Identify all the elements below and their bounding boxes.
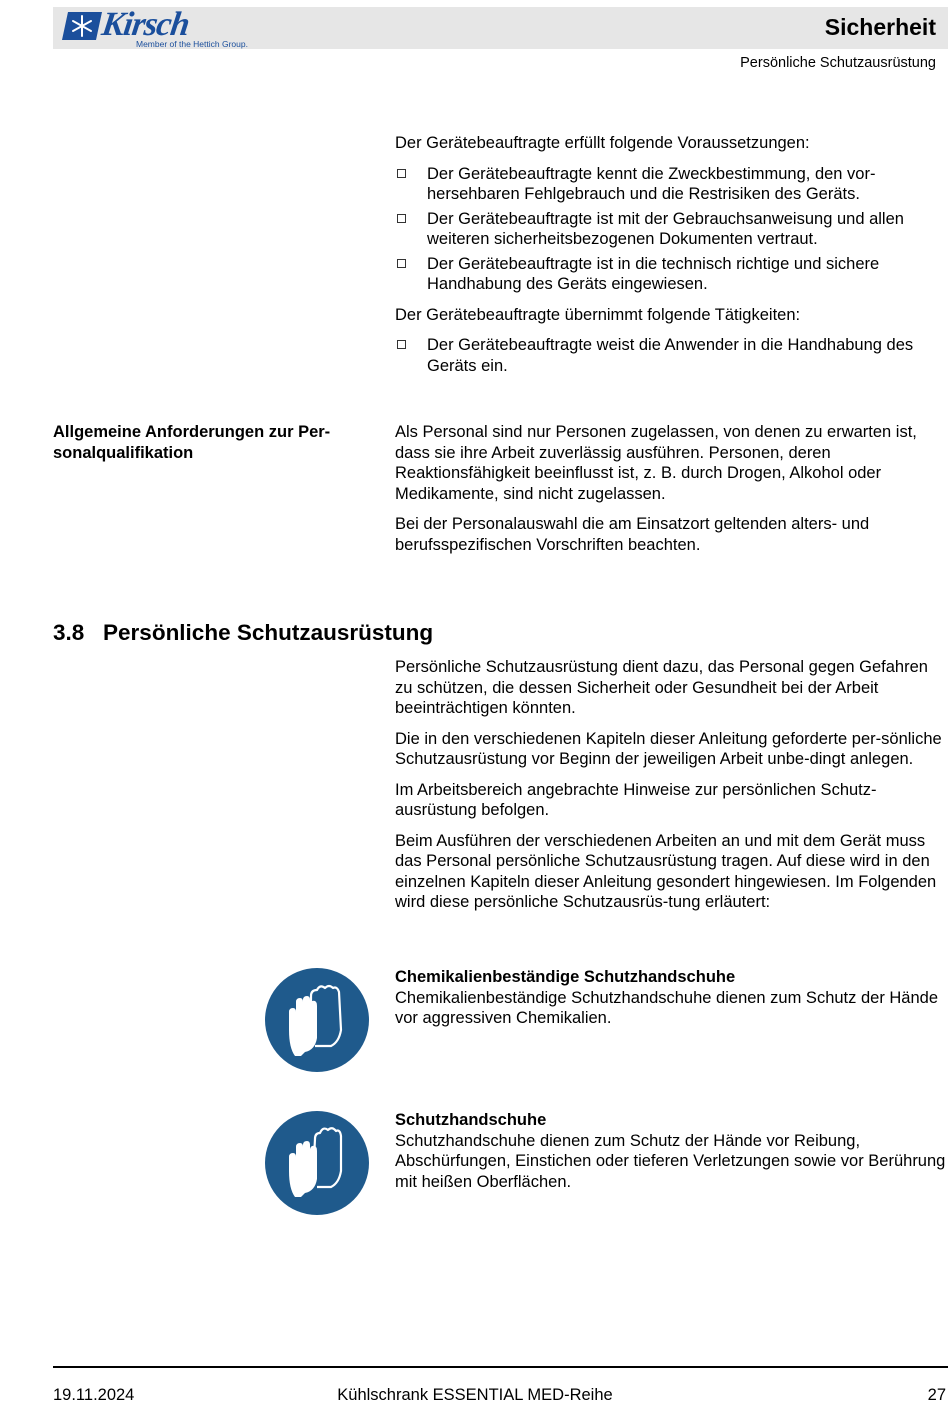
tasks-list	[395, 335, 947, 376]
section-subtitle: Persönliche Schutzausrüstung	[740, 55, 936, 71]
section-heading: 3.8 Persönliche Schutzausrüstung	[53, 620, 434, 645]
requirements-list	[395, 164, 947, 295]
chapter-title: Sicherheit	[824, 14, 936, 40]
footer-divider	[53, 1366, 948, 1368]
list-item: Der Gerätebeauftragte ist in die technisch richtige und sichere Handhabung des Geräts eingewiesen.	[395, 254, 947, 295]
ppe-item	[395, 1110, 947, 1192]
ppe-title: Schutzhandschuhe	[395, 1111, 547, 1129]
square-bullet-icon	[397, 340, 406, 349]
chemical-gloves-icon	[265, 968, 369, 1072]
paragraph: Als Personal sind nur Personen zugelassen, von denen zu erwarten ist, dass sie ihre Arbeit zuverlässig ausführen. Personen, deren Reaktionsfähigkeit beeinflusst ist, z. B. durch Drogen, Alkohol oder Medikamente, sind nicht zugelassen.	[395, 423, 917, 503]
paragraph: Beim Ausführen der verschiedenen Arbeiten an und mit dem Gerät muss das Personal persönliche Schutzausrüstung tragen. Auf diese wird in den einzelnen Kapiteln dieser Anleitung gesondert hingewiesen. Im Folgenden wird diese persönliche Schutzausrüs-tung erläutert:	[395, 831, 937, 911]
paragraph: Persönliche Schutzausrüstung dient dazu, das Personal gegen Gefahren zu schützen, die dessen Sicherheit oder Gesundheit bei der Arbeit beeinträchtigen könnten.	[395, 658, 928, 717]
paragraph: Die in den verschiedenen Kapiteln dieser Anleitung geforderte per-sönliche Schutzausrüstung vor Beginn der jeweiligen Arbeit unbe-dingt anlegen.	[395, 729, 942, 768]
list-item: Der Gerätebeauftragte weist die Anwender in die Handhabung des Geräts ein.	[395, 335, 947, 376]
square-bullet-icon	[397, 214, 406, 223]
tasks-intro: Der Gerätebeauftragte übernimmt folgende Tätigkeiten:	[395, 305, 801, 324]
square-bullet-icon	[397, 259, 406, 268]
footer-product: Kühlschrank ESSENTIAL MED-Reihe	[337, 1386, 613, 1404]
logo-wordmark: Kirsch	[99, 6, 192, 43]
paragraph: Im Arbeitsbereich angebrachte Hinweise zur persönlichen Schutz-ausrüstung befolgen.	[395, 780, 877, 819]
requirements-intro: Der Gerätebeauftragte erfüllt folgende Voraussetzungen:	[395, 134, 810, 152]
square-bullet-icon	[397, 169, 406, 178]
qualification-label: Allgemeine Anforderungen zur Per-sonalqualifikation	[53, 423, 331, 462]
list-item: Der Gerätebeauftragte ist mit der Gebrauchsanweisung und allen weiteren sicherheitsbezogenen Dokumenten vertraut.	[395, 209, 947, 250]
logo-tagline: Member of the Hettich Group.	[136, 39, 248, 49]
ppe-description: Schutzhandschuhe dienen zum Schutz der Hände vor Reibung, Abschürfungen, Einstichen oder tieferen Verletzungen sowie vor Berührung mit heißen Oberflächen.	[395, 1131, 946, 1191]
device-officer-block	[395, 133, 947, 386]
ppe-description: Chemikalienbeständige Schutzhandschuhe dienen zum Schutz der Hände vor aggressiven Chemikalien.	[395, 988, 939, 1027]
page-number: 27	[927, 1386, 946, 1404]
snowflake-logo-icon	[62, 10, 104, 42]
qualification-block	[395, 422, 947, 565]
paragraph: Bei der Personalauswahl die am Einsatzort geltenden alters- und berufsspezifischen Vorschriften beachten.	[395, 515, 870, 554]
kirsch-logo	[62, 8, 247, 50]
section-body	[395, 657, 947, 923]
footer-date: 19.11.2024	[53, 1386, 135, 1404]
ppe-title: Chemikalienbeständige Schutzhandschuhe	[395, 968, 736, 986]
protective-gloves-icon	[265, 1111, 369, 1215]
ppe-item	[395, 967, 947, 1029]
list-item: Der Gerätebeauftragte kennt die Zweckbestimmung, den vor-hersehbaren Fehlgebrauch und die Restrisiken des Geräts.	[395, 164, 947, 205]
